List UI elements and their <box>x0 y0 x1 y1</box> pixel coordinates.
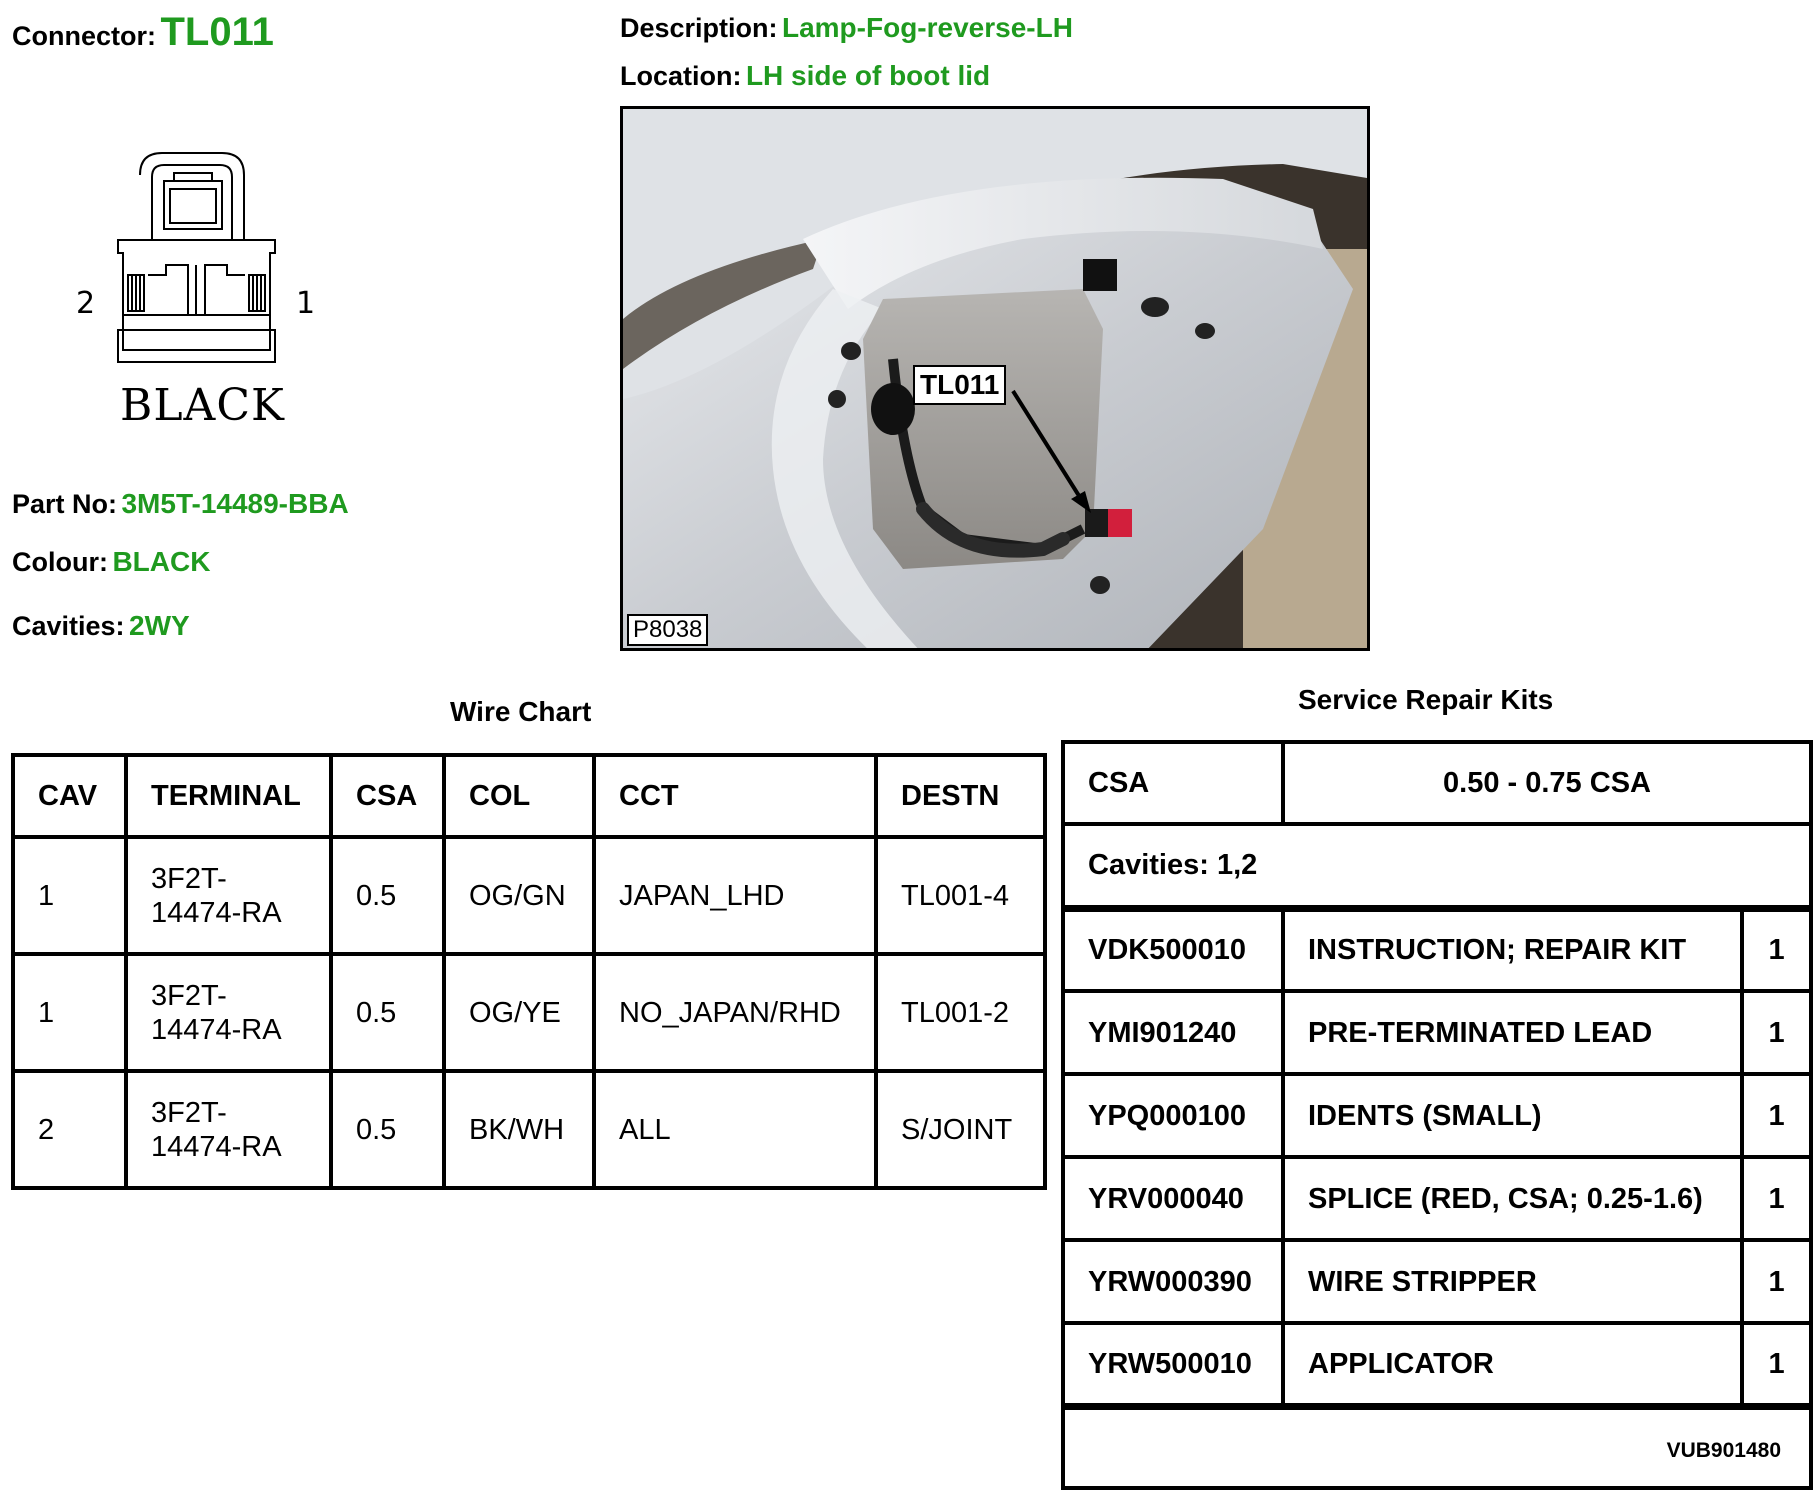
kit-name: APPLICATOR <box>1283 1323 1742 1406</box>
kit-part-code: VUB901480 <box>1063 1406 1811 1488</box>
cell-terminal <box>126 837 331 954</box>
kit-name: IDENTS (SMALL) <box>1283 1074 1742 1157</box>
part-no-label: Part No: <box>12 489 118 519</box>
cell-csa: 0.5 <box>331 954 444 1071</box>
connector-label: Connector: <box>12 21 156 51</box>
cell-terminal <box>126 1071 331 1188</box>
connector-heading <box>12 10 274 55</box>
repair-kits-title: Service Repair Kits <box>1298 684 1554 715</box>
part-no-value: 3M5T-14489-BBA <box>121 488 349 519</box>
kit-qty: 1 <box>1742 1240 1811 1323</box>
col-header-csa: CSA <box>331 755 444 837</box>
cavities-label: Cavities: <box>12 611 125 641</box>
kit-qty: 1 <box>1742 991 1811 1074</box>
cavities-row <box>1063 824 1811 908</box>
list-item <box>1063 1240 1811 1323</box>
kit-code-row <box>1063 1406 1811 1488</box>
list-item <box>1063 908 1811 991</box>
cell-cct: ALL <box>594 1071 876 1188</box>
list-item <box>1063 991 1811 1074</box>
connector-colour-caption: BLACK <box>120 380 285 431</box>
wire-chart-header-row <box>13 755 1045 837</box>
cell-terminal <box>126 954 331 1071</box>
location-label: Location: <box>620 61 742 91</box>
kit-name: INSTRUCTION; REPAIR KIT <box>1283 908 1742 991</box>
photo-reference-id: P8038 <box>627 614 708 646</box>
cell-col: OG/YE <box>444 954 594 1071</box>
colour-line <box>12 546 210 578</box>
colour-value: BLACK <box>112 546 211 577</box>
kit-name: SPLICE (RED, CSA; 0.25-1.6) <box>1283 1157 1742 1240</box>
kit-cavities: Cavities: 1,2 <box>1063 824 1811 908</box>
cell-csa: 0.5 <box>331 837 444 954</box>
kit-code: YMI901240 <box>1063 991 1283 1074</box>
cell-destn: S/JOINT <box>876 1071 1045 1188</box>
cell-cct: NO_JAPAN/RHD <box>594 954 876 1071</box>
table-row <box>13 1071 1045 1188</box>
cell-col: OG/GN <box>444 837 594 954</box>
csa-value: 0.50 - 0.75 CSA <box>1283 742 1811 824</box>
kit-code: YRW000390 <box>1063 1240 1283 1323</box>
part-no-line <box>12 488 349 520</box>
location-photo <box>620 106 1370 651</box>
col-header-cct: CCT <box>594 755 876 837</box>
description-label: Description: <box>620 13 778 43</box>
kit-qty: 1 <box>1742 908 1811 991</box>
kit-name: PRE-TERMINATED LEAD <box>1283 991 1742 1074</box>
cell-destn: TL001-4 <box>876 837 1045 954</box>
cell-cav: 2 <box>13 1071 126 1188</box>
kit-code: YPQ000100 <box>1063 1074 1283 1157</box>
table-row <box>13 837 1045 954</box>
terminal-line: 3F2T- <box>151 1096 227 1129</box>
kit-code: VDK500010 <box>1063 908 1283 991</box>
list-item <box>1063 1074 1811 1157</box>
wire-chart-title: Wire Chart <box>450 696 592 727</box>
terminal-line: 3F2T- <box>151 862 227 895</box>
location-value: LH side of boot lid <box>745 60 991 91</box>
kit-code: YRV000040 <box>1063 1157 1283 1240</box>
cavities-value: 2WY <box>129 610 190 641</box>
cell-cav: 1 <box>13 954 126 1071</box>
colour-label: Colour: <box>12 547 108 577</box>
description-value: Lamp-Fog-reverse-LH <box>781 12 1073 43</box>
col-header-terminal: TERMINAL <box>126 755 331 837</box>
connector-face-drawing <box>70 145 330 375</box>
cavities-line <box>12 610 190 642</box>
photo-connector-callout: TL011 <box>913 365 1006 405</box>
kit-name: WIRE STRIPPER <box>1283 1240 1742 1323</box>
list-item <box>1063 1157 1811 1240</box>
col-header-col: COL <box>444 755 594 837</box>
wire-chart-table <box>11 753 1047 1190</box>
description-line <box>620 12 1073 44</box>
kit-qty: 1 <box>1742 1074 1811 1157</box>
terminal-line: 14474-RA <box>151 896 282 929</box>
cell-destn: TL001-2 <box>876 954 1045 1071</box>
cell-cav: 1 <box>13 837 126 954</box>
kit-code: YRW500010 <box>1063 1323 1283 1406</box>
cell-csa: 0.5 <box>331 1071 444 1188</box>
connector-value: TL011 <box>160 10 274 54</box>
kit-qty: 1 <box>1742 1157 1811 1240</box>
list-item <box>1063 1323 1811 1406</box>
pin-label-2: 2 <box>76 286 96 321</box>
pin-label-1: 1 <box>296 286 316 321</box>
terminal-line: 14474-RA <box>151 1013 282 1046</box>
cell-col: BK/WH <box>444 1071 594 1188</box>
col-header-destn: DESTN <box>876 755 1045 837</box>
table-row <box>13 954 1045 1071</box>
terminal-line: 3F2T- <box>151 979 227 1012</box>
terminal-line: 14474-RA <box>151 1130 282 1163</box>
repair-kits-table <box>1061 740 1813 1490</box>
cell-cct: JAPAN_LHD <box>594 837 876 954</box>
csa-label: CSA <box>1063 742 1283 824</box>
location-line <box>620 60 990 92</box>
csa-row <box>1063 742 1811 824</box>
col-header-cav: CAV <box>13 755 126 837</box>
kit-qty: 1 <box>1742 1323 1811 1406</box>
